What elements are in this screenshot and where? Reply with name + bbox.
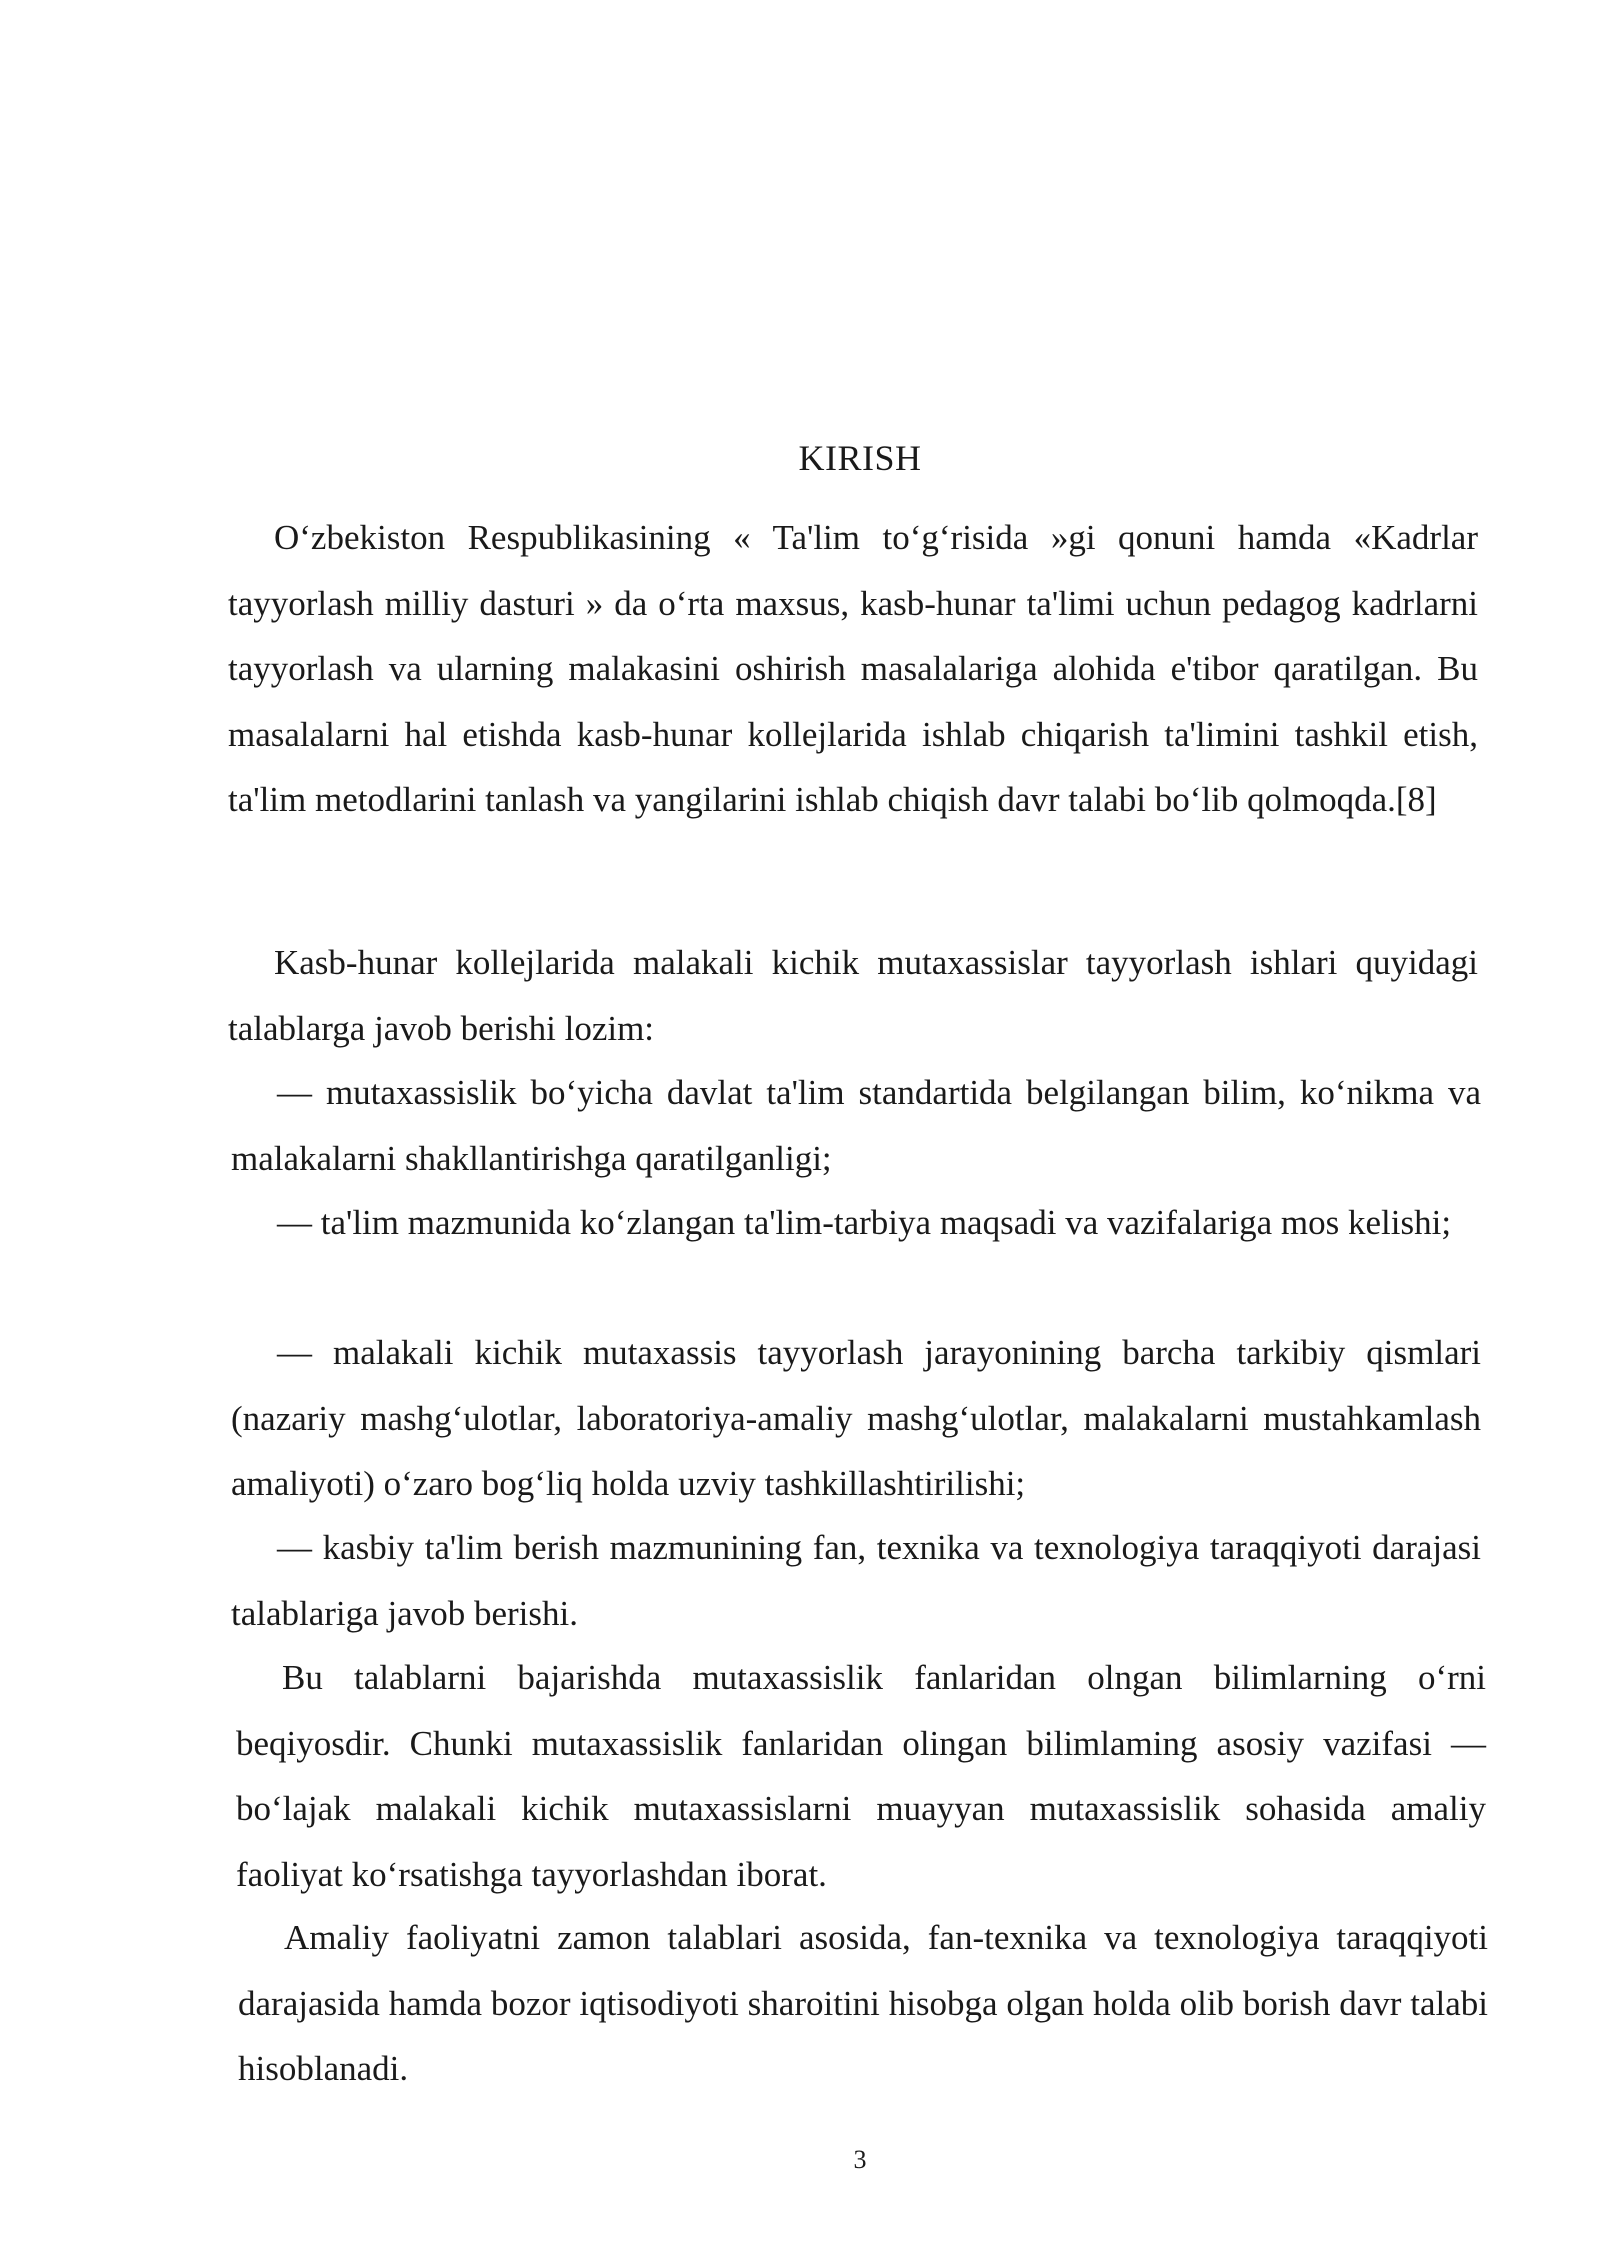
paragraph-text: — mutaxassislik bo‘yicha davlat ta'lim standartida belgilangan bilim, ko‘nikma va malakalarni shakllantirishga qaratilganligi; bbox=[231, 1073, 1481, 1178]
paragraph-text: Kasb-hunar kollejlarida malakali kichik mutaxassislar tayyorlash ishlari quyidagi talablarga javob berishi lozim: bbox=[228, 943, 1478, 1048]
section-title: KIRISH bbox=[798, 438, 922, 478]
paragraph-text: — kasbiy ta'lim berish mazmunining fan, texnika va texnologiya taraqqiyoti darajasi talablariga javob berishi. bbox=[231, 1528, 1481, 1633]
page-number: 3 bbox=[853, 2145, 867, 2174]
list-item-requirement-1 bbox=[231, 1060, 1481, 1191]
paragraph-text: — ta'lim mazmunida ko‘zlangan ta'lim-tarbiya maqsadi va vazifalariga mos kelishi; bbox=[277, 1203, 1452, 1242]
paragraph-intro bbox=[228, 505, 1478, 833]
paragraph-text: Bu talablarni bajarishda mutaxassislik fanlaridan olngan bilimlarning o‘rni beqiyosdir. Chunki mutaxassislik fanlaridan olingan bilimlaming asosiy vazifasi — bo‘lajak malakali kichik mutaxassislarni muayyan mutaxassislik sohasida amaliy faoliyat ko‘rsatishga tayyorlashdan iborat. bbox=[236, 1658, 1486, 1894]
list-item-requirement-3 bbox=[231, 1320, 1481, 1517]
paragraph-conclusion bbox=[238, 1905, 1488, 2102]
paragraph-requirements-lead bbox=[228, 930, 1478, 1061]
list-item-requirement-2 bbox=[231, 1190, 1481, 1256]
list-item-requirement-4 bbox=[231, 1515, 1481, 1646]
paragraph-text: Amaliy faoliyatni zamon talablari asosida, fan-texnika va texnologiya taraqqiyoti darajasida hamda bozor iqtisodiyoti sharoitini hisobga olgan holda olib borish davr talabi hisoblanadi. bbox=[238, 1918, 1488, 2088]
paragraph-text: O‘zbekiston Respublikasining « Ta'lim to‘g‘risida »gi qonuni hamda «Kadrlar tayyorlash milliy dasturi » da o‘rta maxsus, kasb-hunar ta'limi uchun pedagog kadrlarni tayyorlash va ularning malakasini oshirish masalalariga alohida e'tibor qaratilgan. Bu masalalarni hal etishda kasb-hunar kollejlarida ishlab chiqarish ta'limini tashkil etish, ta'lim metodlarini tanlash va yangilarini ishlab chiqish davr talabi bo‘lib qolmoqda.[8] bbox=[228, 518, 1478, 819]
paragraph-importance bbox=[236, 1645, 1486, 1907]
paragraph-text: — malakali kichik mutaxassis tayyorlash jarayonining barcha tarkibiy qismlari (nazariy mashg‘ulotlar, laboratoriya-amaliy mashg‘ulotlar, malakalarni mustahkamlash amaliyoti) o‘zaro bog‘liq holda uzviy tashkillashtirilishi; bbox=[231, 1333, 1481, 1503]
